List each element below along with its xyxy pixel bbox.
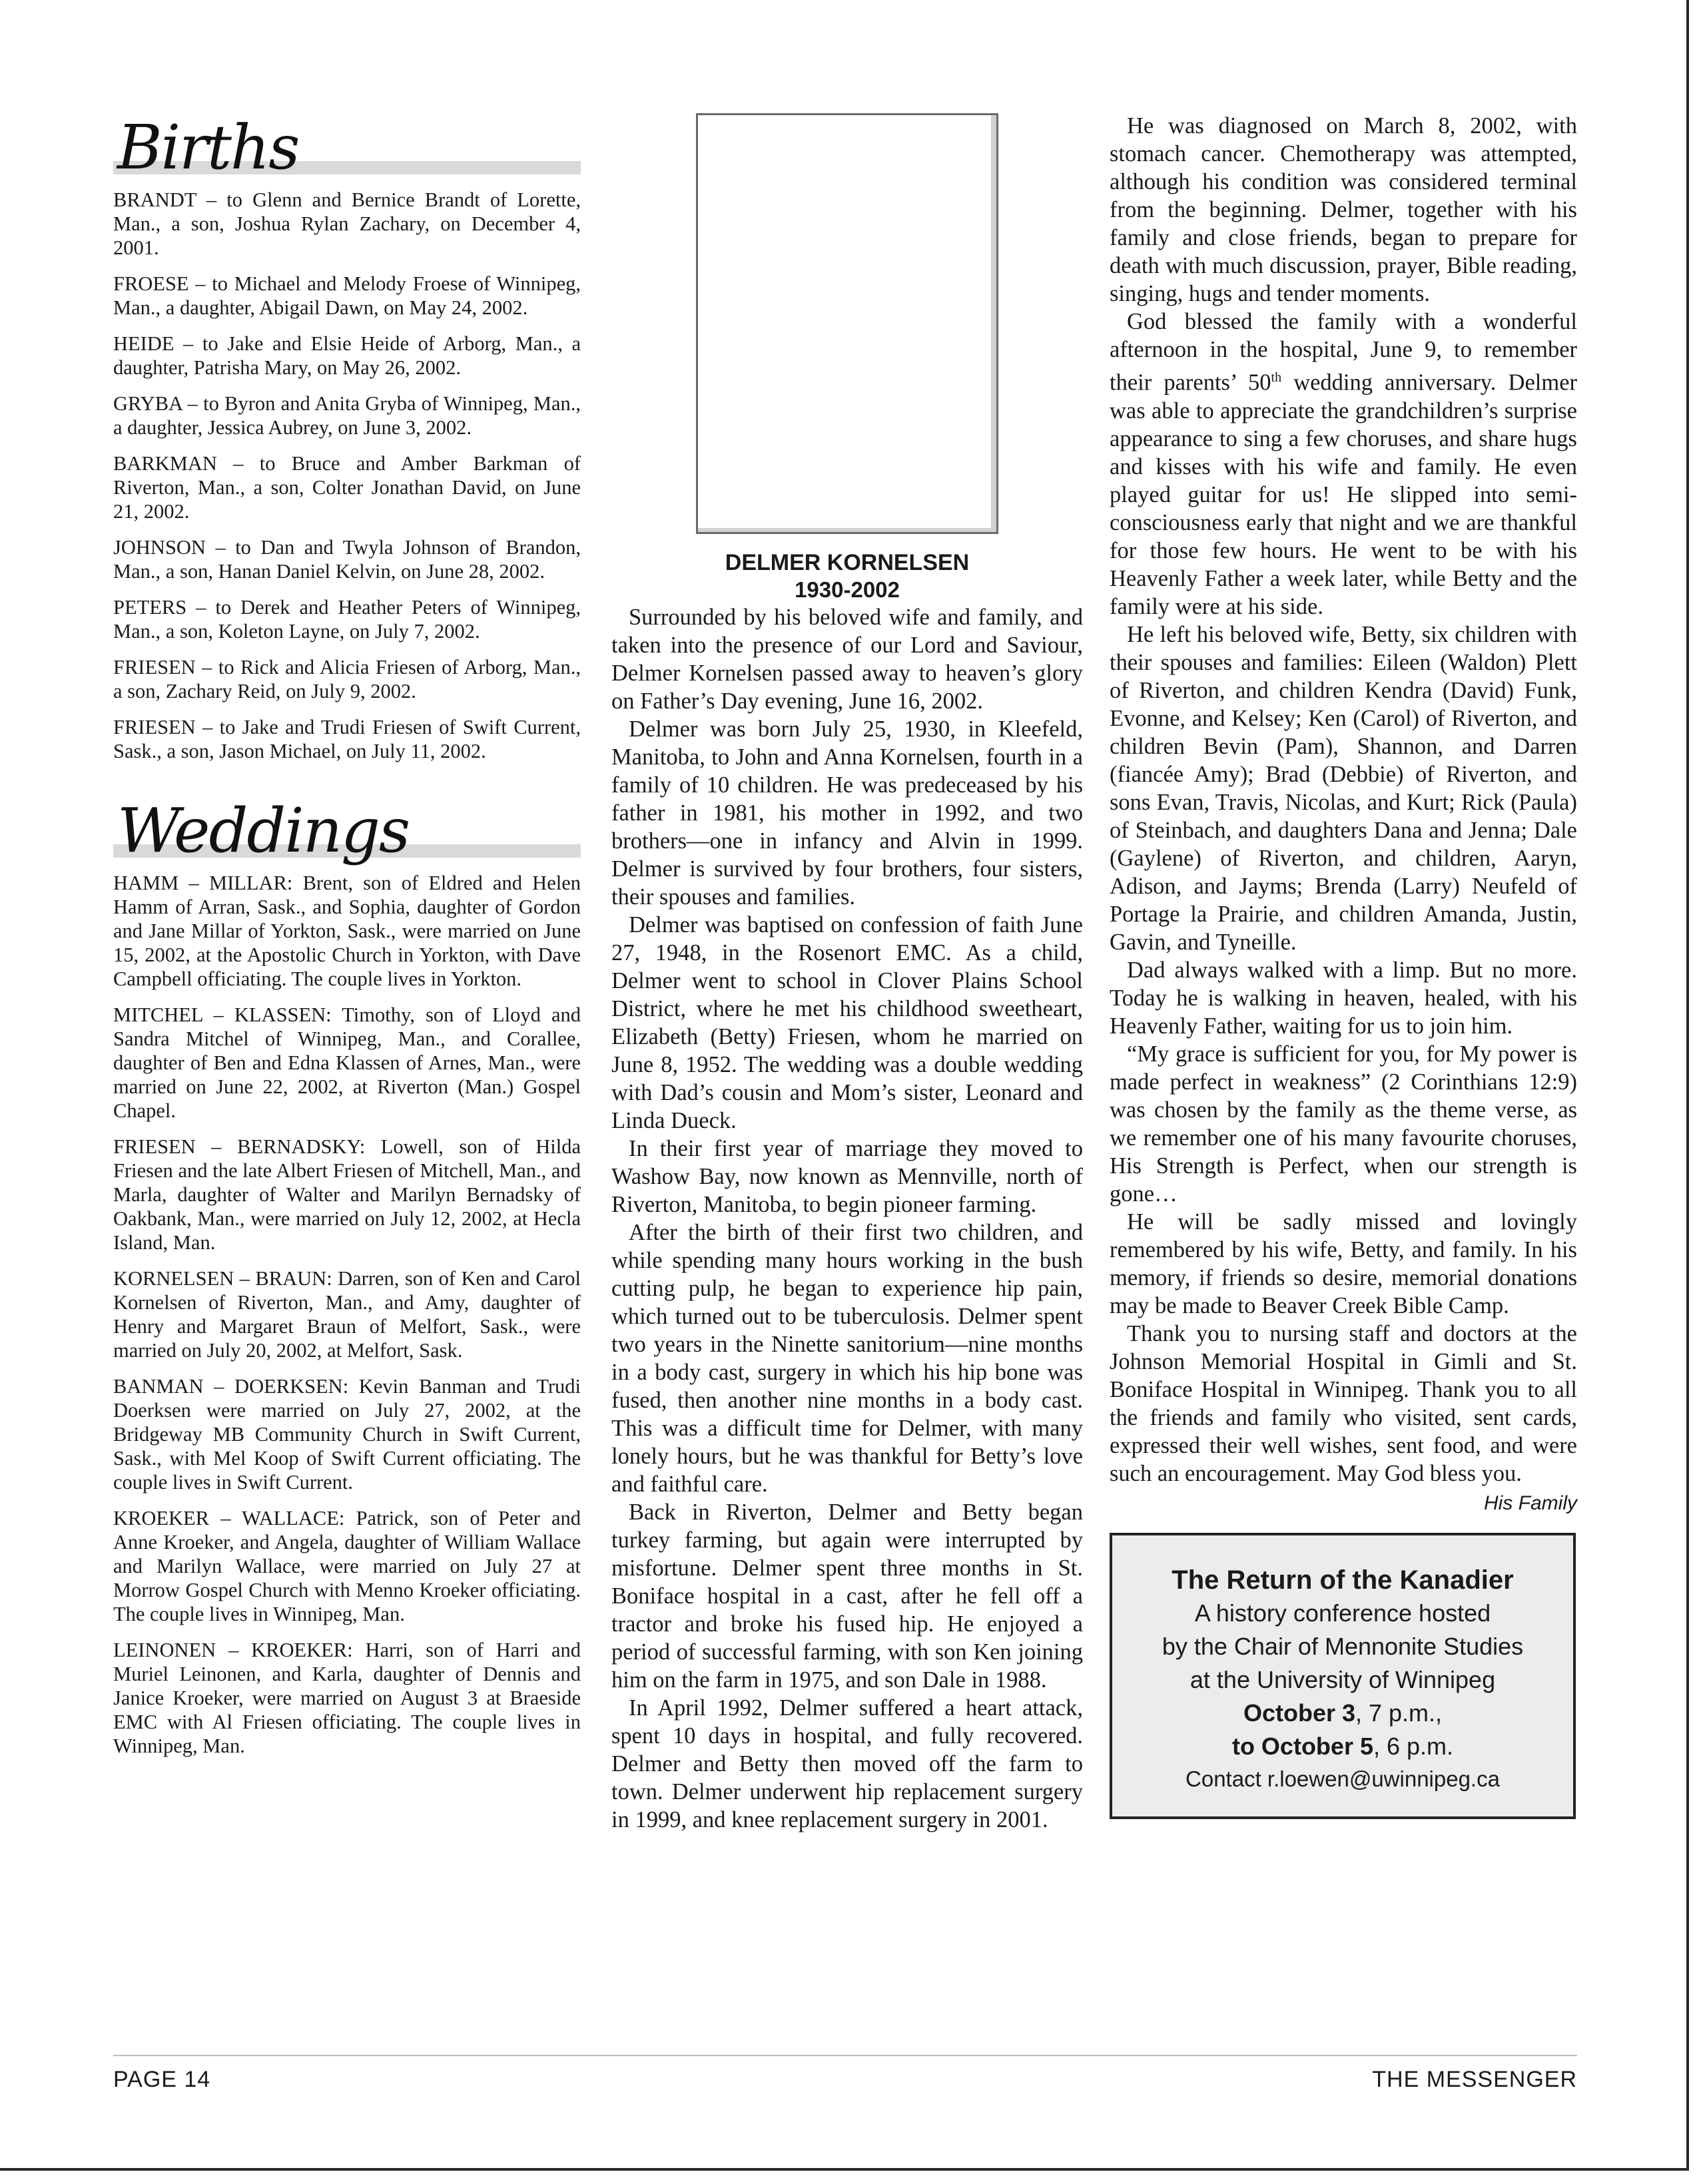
wedding-entry: MITCHEL – KLASSEN: Timothy, son of Lloyd and Sandra Mitchel of Winnipeg, Man., and Corallee, daughter of Ben and Edna Klassen of Arnes, Man., were married on June 22, 2002, at Riverton (Man.) Gospel Chapel. xyxy=(113,1003,581,1122)
birth-entry: GRYBA – to Byron and Anita Gryba of Winnipeg, Man., a daughter, Jessica Aubrey, on June 3, 2002. xyxy=(113,392,581,439)
obituary-text-right xyxy=(1110,621,1577,1488)
wedding-entry: KROEKER – WALLACE: Patrick, son of Peter and Anne Kroeker, and Angela, daughter of William Wallace and Marilyn Wallace, were married on July 27 at Morrow Gospel Church with Menno Kroeker officiating. The couple lives in Winnipeg, Man. xyxy=(113,1507,581,1625)
weddings-heading xyxy=(113,783,581,866)
conference-ad-box xyxy=(1110,1533,1576,1819)
birth-entry: BARKMAN – to Bruce and Amber Barkman of Riverton, Man., a son, Colter Jonathan David, on June 21, 2002. xyxy=(113,452,581,523)
obituary-paragraph: Thank you to nursing staff and doctors at the Johnson Memorial Hospital in Gimli and St. Boniface Hospital in Winnipeg. Thank you to all the friends and family who visited, sent cards, expressed their well wishes, sent food, and were such an encouragement. May God bless you. xyxy=(1110,1320,1577,1486)
obituary-paragraph xyxy=(1110,308,1577,621)
ad-line-3: at the University of Winnipeg xyxy=(1190,1665,1496,1693)
births-heading xyxy=(113,100,581,183)
footer-page-number: PAGE 14 xyxy=(113,2067,211,2092)
wedding-entry: HAMM – MILLAR: Brent, son of Eldred and Helen Hamm of Arran, Sask., and Sophia, daughter of Gordon and Jane Millar of Yorkton, Sask., were married on June 15, 2002, at the Apostolic Church in Yorkton, with Dave Campbell officiating. The couple lives in Yorkton. xyxy=(113,872,581,990)
middle-column xyxy=(611,100,1083,1834)
obituary-paragraph: Back in Riverton, Delmer and Betty began turkey farming, but again were interrupted by misfortune. Delmer spent three months in St. Boniface hospital in a cast, after he fell off a tractor and broke his fused hip. He enjoyed a period of successful farming, with son Ken joining him on the farm in 1975, and son Dale in 1988. xyxy=(611,1500,1083,1693)
obituary-text-middle xyxy=(611,603,1083,1834)
weddings-list xyxy=(113,871,581,1758)
ad-date-start-rest: , 7 p.m., xyxy=(1355,1699,1443,1727)
ad-title: The Return of the Kanadier xyxy=(1172,1565,1514,1595)
birth-entry: FRIESEN – to Jake and Trudi Friesen of Swift Current, Sask., a son, Jason Michael, on July 11, 2002. xyxy=(113,716,581,762)
obituary-paragraph: He will be sadly missed and lovingly remembered by his wife, Betty, and family. In his memory, if friends so desire, memorial donations may be made to Beaver Creek Bible Camp. xyxy=(1110,1209,1577,1318)
birth-entry: FROESE – to Michael and Melody Froese of Winnipeg, Man., a daughter, Abigail Dawn, on May 24, 2002. xyxy=(113,272,581,319)
wedding-entry: BANMAN – DOERKSEN: Kevin Banman and Trudi Doerksen were married on July 27, 2002, at the Bridgeway MB Community Church in Swift Current, Sask., with Mel Koop of Swift Current officiating. The couple lives in Swift Current. xyxy=(113,1375,581,1494)
anniversary-text-after: wedding anniversary. Delmer was able to appreciate the grandchildren’s surprise appearance to sing a few choruses, and share hugs and kisses with his wife and family. He even played guitar for us! He slipped into semi-consciousness early that night and we are thankful for those few hours. He went to be with his Heavenly Father a week later, while Betty and the family were at his side. xyxy=(1110,370,1577,619)
obituary-years: 1930-2002 xyxy=(795,577,900,602)
obituary-paragraph: He was diagnosed on March 8, 2002, with stomach cancer. Chemotherapy was attempted, although his condition was considered terminal from the beginning. Delmer, together with his family and close friends, began to prepare for death with much discussion, prayer, Bible reading, singing, hugs and tender moments. xyxy=(1110,113,1577,306)
obituary-paragraph: He left his beloved wife, Betty, six children with their spouses and families: Eileen (Waldon) Plett of Riverton, and children Kendra (David) Funk, Evonne, and Kelsey; Ken (Carol) of Riverton, and children Bevin (Pam), Shannon, and Darren (fiancée Amy); Brad (Debbie) of Riverton, and sons Evan, Travis, Nicolas, and Kurt; Rick (Paula) of Steinbach, and daughters Dana and Jenna; Dale (Gaylene) of Riverton, and children, Aaryn, Adison, and Jayms; Brenda (Larry) Neufeld of Portage la Prairie, and children Amanda, Justin, Gavin, and Tyneille. xyxy=(1110,621,1577,955)
obituary-signature: His Family xyxy=(1484,1492,1577,1514)
births-heading-text: Births xyxy=(117,112,299,183)
birth-entry: JOHNSON – to Dan and Twyla Johnson of Brandon, Man., a son, Hanan Daniel Kelvin, on June 28, 2002. xyxy=(113,536,581,583)
ad-contact: Contact r.loewen@uwinnipeg.ca xyxy=(1186,1766,1500,1791)
obituary-paragraph: Surrounded by his beloved wife and family, and taken into the presence of our Lord and Saviour, Delmer Kornelsen passed away to heaven’s glory on Father’s Day evening, June 16, 2002. xyxy=(611,605,1083,714)
ad-line-1: A history conference hosted xyxy=(1194,1599,1491,1627)
obituary-paragraph: After the birth of their first two children, and while spending many hours working in the bush cutting pulp, he began to experience hip pain, which turned out to be tuberculosis. Delmer spent two years in the Ninette sanitorium—nine months in a body cast, surgery in which his hip bone was fused, then another nine months in a body cast. This was a difficult time for Delmer, with many lonely hours, but he was thankful for Betty’s love and faithful care. xyxy=(611,1220,1083,1497)
obituary-paragraph: Delmer was born July 25, 1930, in Kleefeld, Manitoba, to John and Anna Kornelsen, fourth in a family of 10 children. He was predeceased by his father in 1981, his mother in 1992, and two brothers—one in infancy and Alvin in 1999. Delmer is survived by four brothers, four sisters, their spouses and families. xyxy=(611,716,1083,910)
obituary-photo-frame xyxy=(696,113,998,534)
birth-entry: HEIDE – to Jake and Elsie Heide of Arborg, Man., a daughter, Patrisha Mary, on May 26, 2002. xyxy=(113,332,581,379)
footer-rule xyxy=(113,2055,1577,2056)
obituary-name: DELMER KORNELSEN xyxy=(725,550,970,575)
obituary-paragraph: In their first year of marriage they moved to Washow Bay, now known as Mennville, north of Riverton, Manitoba, to begin pioneer farming. xyxy=(611,1136,1083,1217)
ad-date-start xyxy=(1126,1697,1560,1730)
wedding-entry: KORNELSEN – BRAUN: Darren, son of Ken and Carol Kornelsen of Riverton, Man., and Amy, daughter of Henry and Margaret Braun of Melfort, Sask., were married on July 20, 2002, at Melfort, Sask. xyxy=(113,1267,581,1362)
birth-entry: PETERS – to Derek and Heather Peters of Winnipeg, Man., a son, Koleton Layne, on July 7, 2002. xyxy=(113,596,581,643)
wedding-entry: LEINONEN – KROEKER: Harri, son of Harri and Muriel Leinonen, and Karla, daughter of Dennis and Janice Kroeker, were married on August 3 at Braeside EMC with Al Friesen officiating. The couple lives in Winnipeg, Man. xyxy=(113,1639,581,1757)
birth-entry: BRANDT – to Glenn and Bernice Brandt of Lorette, Man., a son, Joshua Rylan Zachary, on December 4, 2001. xyxy=(113,188,581,259)
obituary-paragraph: Delmer was baptised on confession of faith June 27, 1948, in the Rosenort EMC. As a child, Delmer went to school in Clover Plains School District, where he met his childhood sweetheart, Elizabeth (Betty) Friesen, whom he married on June 8, 1952. The wedding was a double wedding with Dad’s cousin and Mom’s sister, Leonard and Linda Dueck. xyxy=(611,912,1083,1133)
ad-date-end-rest: , 6 p.m. xyxy=(1373,1732,1454,1760)
obituary-paragraph: In April 1992, Delmer suffered a heart attack, spent 10 days in hospital, and fully recovered. Delmer and Betty then moved off the farm to town. Delmer underwent hip replacement surgery in 1999, and knee replacement surgery in 2001. xyxy=(611,1695,1083,1832)
weddings-heading-text: Weddings xyxy=(117,795,410,866)
ad-date-end-bold: to October 5 xyxy=(1231,1732,1373,1760)
ad-line-2: by the Chair of Mennonite Studies xyxy=(1162,1632,1524,1660)
obituary-paragraph: “My grace is sufficient for you, for My power is made perfect in weakness” (2 Corinthians 12:9) was chosen by the family as the theme verse, as we remember one of his many favourite choruses, His Strength is Perfect, when our strength is gone… xyxy=(1110,1041,1577,1207)
left-column xyxy=(113,100,581,1770)
right-column xyxy=(1110,112,1577,1819)
birth-entry: FRIESEN – to Rick and Alicia Friesen of Arborg, Man., a son, Zachary Reid, on July 9, 2002. xyxy=(113,656,581,702)
wedding-entry: FRIESEN – BERNADSKY: Lowell, son of Hilda Friesen and the late Albert Friesen of Mitchell, Man., and Marla, daughter of Walter and Marilyn Bernadsky of Oakbank, Man., were married on July 12, 2002, at Hecla Island, Man. xyxy=(113,1135,581,1254)
anniversary-text-before: God blessed the family with a wonderful afternoon in the hospital, June 9, to remember their parents’ 50 xyxy=(1110,309,1577,396)
footer-publication-name: THE MESSENGER xyxy=(1372,2067,1577,2092)
ad-date-end xyxy=(1126,1730,1560,1763)
anniversary-superscript: th xyxy=(1271,370,1282,385)
obituary-paragraph: Dad always walked with a limp. But no more. Today he is walking in heaven, healed, with his Heavenly Father, waiting for us to join him. xyxy=(1110,957,1577,1039)
births-list xyxy=(113,188,581,763)
ad-date-start-bold: October 3 xyxy=(1243,1699,1355,1727)
